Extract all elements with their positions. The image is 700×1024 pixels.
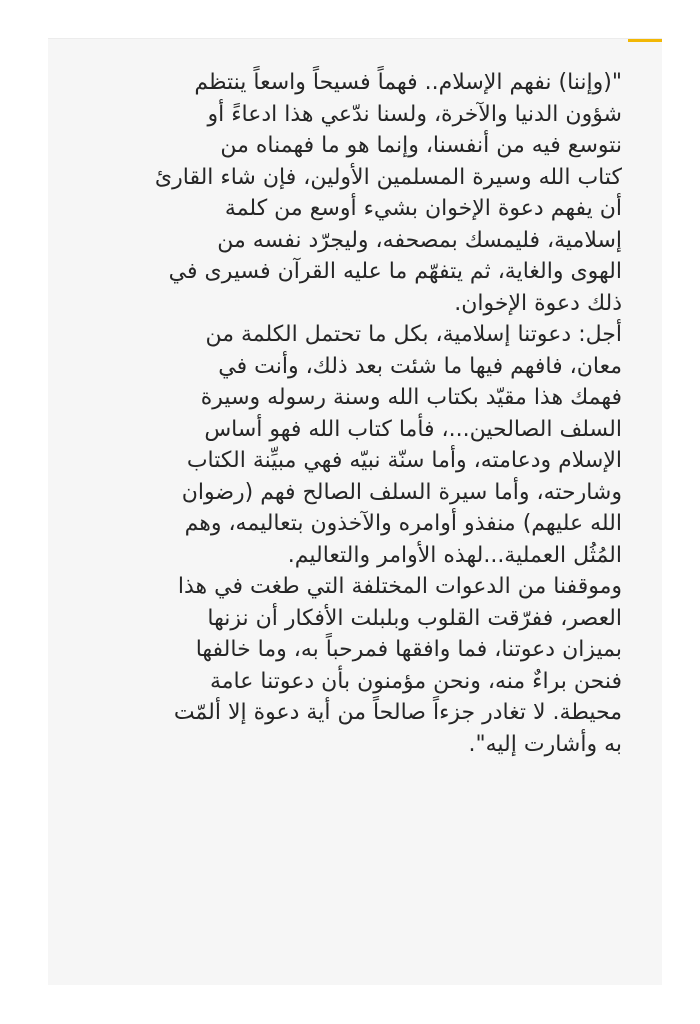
- text-line: فهمك هذا مقيّد بكتاب الله وسنة رسوله وسيرة: [200, 385, 622, 410]
- text-line: "(وإننا) نفهم الإسلام.. فهماً فسيحاً واسعاً ينتظم: [194, 70, 622, 95]
- text-line: الهوى والغاية، ثم يتفهّم ما عليه القرآن فسيرى في: [168, 259, 622, 284]
- text-line: ذلك دعوة الإخوان.: [454, 290, 622, 316]
- text-line: به وأشارت إليه".: [468, 731, 622, 757]
- text-line: أجل: دعوتنا إسلامية، بكل ما تحتمل الكلمة من: [205, 322, 622, 347]
- quote-text-block: [86, 67, 622, 760]
- text-line: إسلامية، فليمسك بمصحفه، وليجرّد نفسه من: [217, 227, 622, 253]
- text-line: العصر، ففرّقت القلوب وبلبلت الأفكار أن نزنها: [207, 605, 622, 631]
- text-line: الإسلام ودعامته، وأما سنّة نبيّه فهي مبيِّنة الكتاب: [186, 448, 622, 473]
- paragraph-3: [86, 571, 622, 760]
- text-line: محيطة. لا تغادر جزءاً صالحاً من أية دعوة إلا ألمّت: [173, 700, 622, 725]
- text-line: وموقفنا من الدعوات المختلفة التي طغت في هذا: [177, 574, 622, 599]
- text-line: أن يفهم دعوة الإخوان بشيء أوسع من كلمة: [224, 196, 622, 221]
- paragraph-2: [86, 319, 622, 571]
- corner-accent-mark: [628, 39, 662, 42]
- text-line: نتوسع فيه من أنفسنا، وإنما هو ما فهمناه من: [220, 133, 622, 158]
- text-line: بميزان دعوتنا، فما وافقها فمرحباً به، وما خالفها: [195, 637, 622, 662]
- text-line: المُثُل العملية...لهذه الأوامر والتعاليم.: [287, 542, 622, 568]
- text-line: شؤون الدنيا والآخرة، ولسنا ندّعي هذا ادعاءً أو: [207, 101, 622, 127]
- document-page: [48, 38, 662, 985]
- text-line: وشارحته، وأما سيرة السلف الصالح فهم (رضوان: [181, 479, 622, 505]
- text-line: فنحن براءٌ منه، ونحن مؤمنون بأن دعوتنا عامة: [209, 668, 622, 694]
- text-line: معان، فافهم فيها ما شئت بعد ذلك، وأنت في: [218, 353, 622, 379]
- text-line: السلف الصالحين...، فأما كتاب الله فهو أساس: [204, 416, 622, 442]
- text-line: كتاب الله وسيرة المسلمين الأولين، فإن شاء القارئ: [154, 164, 622, 190]
- paragraph-1: [86, 67, 622, 319]
- text-line: الله عليهم) منفذو أوامره والآخذون بتعاليمه، وهم: [184, 511, 622, 536]
